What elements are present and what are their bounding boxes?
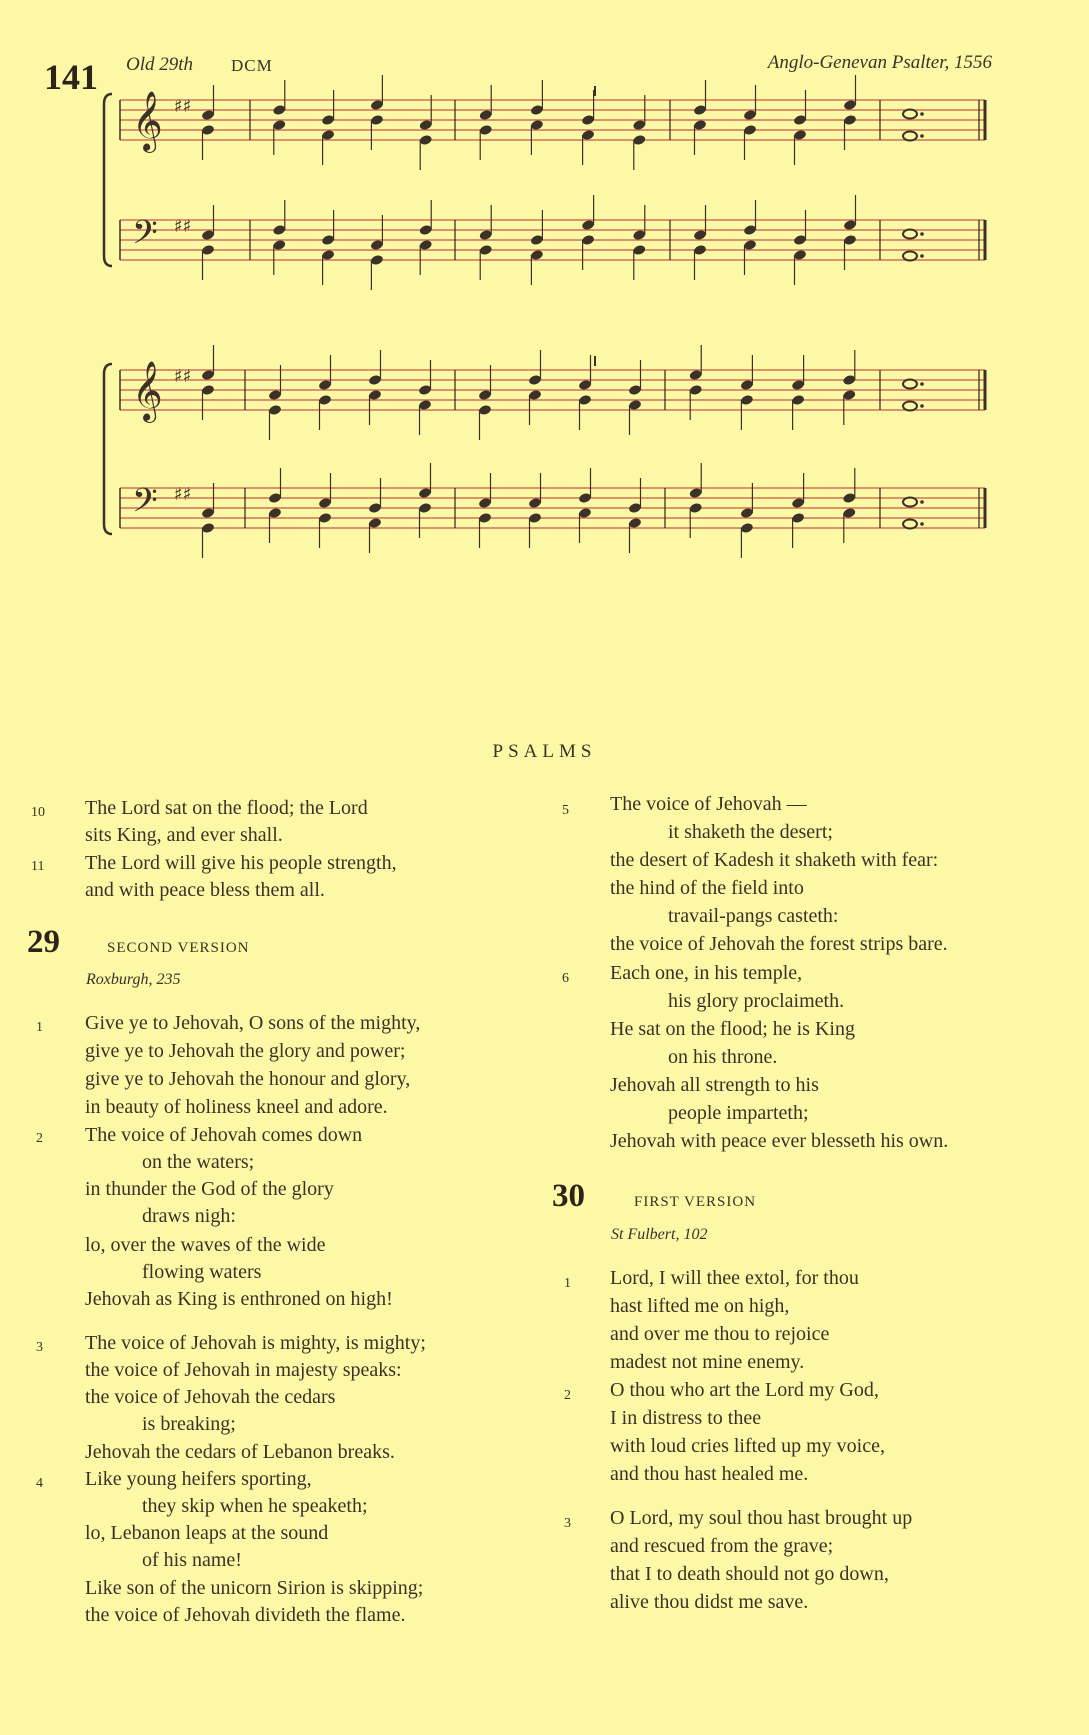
half-note-head <box>903 230 917 239</box>
verse-line: Each one, in his temple, <box>610 962 803 984</box>
verse-number: 3 <box>36 1340 43 1355</box>
verse-line: alive thou didst me save. <box>610 1591 809 1613</box>
verse-number: 4 <box>36 1476 43 1491</box>
verse-number: 2 <box>564 1388 571 1403</box>
verse-number: 1 <box>564 1276 571 1291</box>
verse-line: travail-pangs casteth: <box>668 905 839 927</box>
half-note-head <box>903 402 917 411</box>
half-note-head <box>903 520 917 529</box>
verse-line: his glory proclaimeth. <box>668 990 845 1012</box>
verse-line: and thou hast healed me. <box>610 1463 809 1485</box>
key-signature-icon: ♯♯ <box>174 216 192 237</box>
verse-line: the hind of the field into <box>610 877 804 899</box>
verse-line: O Lord, my soul thou hast brought up <box>610 1507 913 1529</box>
treble-clef-icon: 𝄞 <box>132 91 163 151</box>
verse-number: 10 <box>31 805 45 820</box>
tune-reference: St Fulbert, 102 <box>611 1226 708 1243</box>
verse-number: 6 <box>562 971 569 986</box>
dot <box>920 134 924 138</box>
verse-line: The voice of Jehovah comes down <box>85 1124 363 1146</box>
verse-number: 1 <box>36 1020 43 1035</box>
verse-line: is breaking; <box>142 1413 236 1435</box>
verse-line: hast lifted me on high, <box>610 1295 790 1317</box>
dot <box>920 112 924 116</box>
music-score <box>0 0 1089 600</box>
verse-line: lo, Lebanon leaps at the sound <box>85 1522 329 1544</box>
tune-source: Anglo-Genevan Psalter, 1556 <box>767 52 992 73</box>
verse-line: people imparteth; <box>668 1102 809 1124</box>
bass-clef-icon: 𝄢 <box>132 214 158 260</box>
psalm-number: 30 <box>552 1178 585 1214</box>
psalm-version: FIRST VERSION <box>634 1194 757 1210</box>
verse-line: lo, over the waves of the wide <box>85 1234 326 1256</box>
verse-line: Like young heifers sporting, <box>85 1468 312 1490</box>
half-note-head <box>903 380 917 389</box>
system-brace <box>104 364 112 534</box>
verse-line: Give ye to Jehovah, O sons of the mighty, <box>85 1012 421 1034</box>
verse-line: with loud cries lifted up my voice, <box>610 1435 885 1457</box>
score-systems <box>104 75 985 558</box>
verse-number: 11 <box>31 859 45 874</box>
key-signature-icon: ♯♯ <box>174 366 192 387</box>
verse-line: the voice of Jehovah the cedars <box>85 1386 336 1408</box>
verse-line: on the waters; <box>142 1151 255 1173</box>
tune-reference: Roxburgh, 235 <box>86 971 181 988</box>
verse-line: Jehovah as King is enthroned on high! <box>85 1288 393 1310</box>
verse-line: The Lord sat on the flood; the Lord <box>85 797 368 819</box>
verse-line: He sat on the flood; he is King <box>610 1018 855 1040</box>
verse-line: O thou who art the Lord my God, <box>610 1379 879 1401</box>
system-brace <box>104 94 112 266</box>
verse-line: Like son of the unicorn Sirion is skipping; <box>85 1577 424 1599</box>
verse-line: and with peace bless them all. <box>85 879 325 901</box>
verse-number: 3 <box>564 1516 571 1531</box>
verse-line: give ye to Jehovah the honour and glory, <box>85 1068 411 1090</box>
verse-line: sits King, and ever shall. <box>85 824 283 846</box>
verse-line: flowing waters <box>142 1261 262 1283</box>
verse-line: and rescued from the grave; <box>610 1535 834 1557</box>
verse-line: madest not mine enemy. <box>610 1351 805 1373</box>
verse-line: they skip when he speaketh; <box>142 1495 368 1517</box>
verse-line: the voice of Jehovah the forest strips bare. <box>610 933 948 955</box>
dot <box>920 500 924 504</box>
verse-line: it shaketh the desert; <box>668 821 833 843</box>
verse-line: draws nigh: <box>142 1205 236 1227</box>
verse-line: of his name! <box>142 1549 242 1571</box>
verse-line: I in distress to thee <box>610 1407 762 1429</box>
running-head: PSALMS <box>492 741 597 762</box>
verse-line: the voice of Jehovah divideth the flame. <box>85 1604 406 1626</box>
verse-line: Jehovah with peace ever blesseth his own. <box>610 1130 949 1152</box>
verse-line: in thunder the God of the glory <box>85 1178 334 1200</box>
verse-line: The voice of Jehovah is mighty, is mighty; <box>85 1332 426 1354</box>
verse-line: the desert of Kadesh it shaketh with fear: <box>610 849 939 871</box>
dot <box>920 382 924 386</box>
hymn-number: 141 <box>44 57 98 97</box>
verse-line: Jehovah all strength to his <box>610 1074 819 1096</box>
meter: DCM <box>231 56 273 75</box>
dot <box>920 404 924 408</box>
dot <box>920 522 924 526</box>
verse-line: in beauty of holiness kneel and adore. <box>85 1096 388 1118</box>
verse-line: the voice of Jehovah in majesty speaks: <box>85 1359 402 1381</box>
key-signature-icon: ♯♯ <box>174 96 192 117</box>
half-note-head <box>903 132 917 141</box>
half-note-head <box>903 252 917 261</box>
verse-line: Jehovah the cedars of Lebanon breaks. <box>85 1441 395 1463</box>
dot <box>920 254 924 258</box>
half-note-head <box>903 110 917 119</box>
dot <box>920 232 924 236</box>
verse-line: The voice of Jehovah — <box>610 793 807 815</box>
verse-number: 5 <box>562 803 569 818</box>
treble-clef-icon: 𝄞 <box>132 361 163 421</box>
verse-line: and over me thou to rejoice <box>610 1323 830 1345</box>
half-note-head <box>903 498 917 507</box>
verse-line: give ye to Jehovah the glory and power; <box>85 1040 406 1062</box>
psalm-number: 29 <box>27 924 60 960</box>
verse-line: that I to death should not go down, <box>610 1563 889 1585</box>
verse-line: Lord, I will thee extol, for thou <box>610 1267 859 1289</box>
verse-line: on his throne. <box>668 1046 778 1068</box>
bass-clef-icon: 𝄢 <box>132 482 158 528</box>
tune-name: Old 29th <box>126 54 194 75</box>
verse-line: The Lord will give his people strength, <box>85 852 397 874</box>
psalm-version: SECOND VERSION <box>107 940 250 956</box>
key-signature-icon: ♯♯ <box>174 484 192 505</box>
verse-number: 2 <box>36 1131 43 1146</box>
